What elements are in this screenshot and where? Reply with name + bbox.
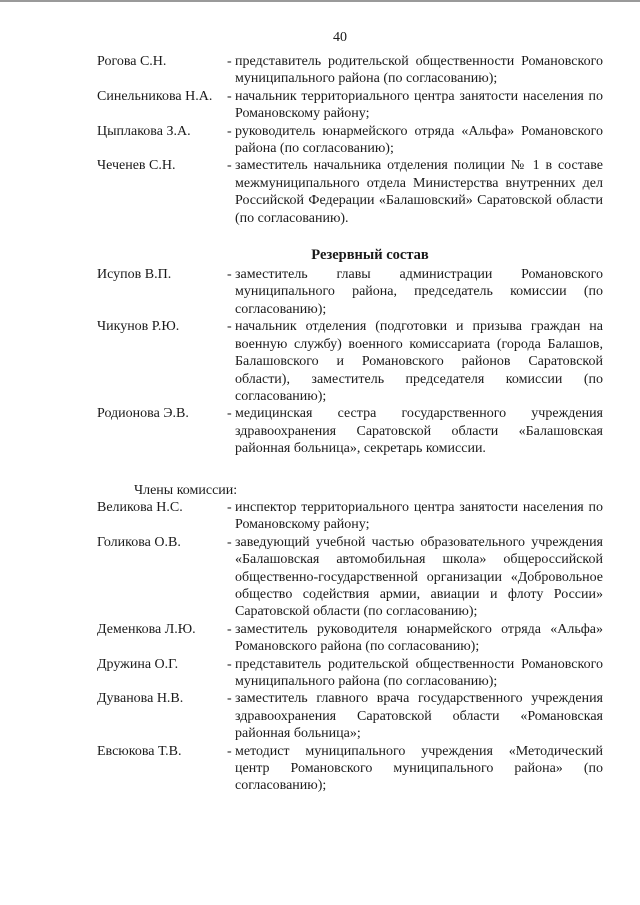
dash-separator: -: [227, 534, 232, 550]
person-entry: [97, 157, 603, 227]
dash-separator: -: [227, 499, 232, 515]
person-name: Евсюкова Т.В.: [97, 743, 182, 759]
person-role: заведующий учебной частью образовательного учреждения «Балашовская автомобильная школа» общероссийской общественно-государственной организации «Добровольное общество содействия армии, авиации и флоту России» Саратовской области (по согласованию);: [235, 534, 603, 620]
dash-separator: -: [227, 743, 232, 759]
dash-separator: -: [227, 158, 232, 174]
dash-separator: -: [227, 406, 232, 422]
person-name: Родионова Э.В.: [97, 406, 189, 422]
person-entry: [97, 656, 603, 691]
reserve-list: [97, 266, 603, 457]
person-entry: [97, 88, 603, 123]
dash-separator: -: [227, 267, 232, 283]
dash-separator: -: [227, 54, 232, 69]
person-entry: [97, 534, 603, 621]
reserve-section-title: Резервный состав: [311, 247, 429, 264]
person-name: Чеченев С.Н.: [97, 158, 176, 174]
dash-separator: -: [227, 319, 232, 335]
person-name: Дуванова Н.В.: [97, 691, 184, 707]
person-role: представитель родительской общественности Романовского муниципального района (по согласованию);: [235, 656, 603, 689]
person-role: начальник отделения (подготовки и призыва граждан на военную службу) военного комиссариата (города Балашов, Балашовского и Романовского районов Саратовской области), заместитель председателя комиссии (по согласованию);: [235, 319, 603, 404]
dash-separator: -: [227, 123, 232, 139]
scan-border: [0, 0, 640, 2]
person-role: заместитель руководителя юнармейского отряда «Альфа» Романовского района (по согласованию);: [235, 621, 603, 655]
person-entry: [97, 318, 603, 405]
person-role: методист муниципального учреждения «Методический центр Романовского муниципального района» (по согласованию);: [235, 743, 603, 794]
person-name: Чикунов Р.Ю.: [97, 319, 180, 335]
person-role: заместитель главного врача государственного учреждения здравоохранения Саратовской области «Романовская районная больница»;: [235, 691, 603, 742]
person-entry: [97, 266, 603, 318]
person-entry: [97, 53, 603, 88]
person-role: медицинская сестра государственного учреждения здравоохранения Саратовской области «Балашовская районная больница», секретарь комиссии.: [235, 406, 603, 457]
dash-separator: -: [227, 88, 232, 104]
person-role: начальник территориального центра занятости населения по Романовскому району;: [235, 88, 603, 122]
person-entry: [97, 499, 603, 534]
person-name: Деменкова Л.Ю.: [97, 621, 196, 637]
members-section-title: Члены комиссии:: [134, 482, 238, 498]
dash-separator: -: [227, 621, 232, 637]
person-role: представитель родительской общественности Романовского муниципального района (по согласованию);: [235, 54, 603, 87]
person-name: Голикова О.В.: [97, 534, 181, 550]
person-entry: [97, 405, 603, 457]
dash-separator: -: [227, 656, 232, 672]
person-name: Исупов В.П.: [97, 267, 172, 283]
person-entry: [97, 743, 603, 795]
person-entry: [97, 123, 603, 158]
dash-separator: -: [227, 691, 232, 707]
person-role: заместитель главы администрации Романовского муниципального района, председатель комиссии (по согласованию);: [235, 267, 603, 317]
person-name: Великова Н.С.: [97, 499, 183, 515]
page-number: 40: [333, 30, 347, 45]
person-role: инспектор территориального центра занятости населения по Романовскому району;: [235, 499, 603, 533]
members-list: [97, 499, 603, 795]
person-name: Синельникова Н.А.: [97, 88, 213, 104]
document-body: [97, 53, 603, 795]
person-entry: [97, 690, 603, 742]
person-role: руководитель юнармейского отряда «Альфа» Романовского района (по согласованию);: [235, 123, 603, 157]
person-name: Рогова С.Н.: [97, 54, 167, 69]
person-name: Дружина О.Г.: [97, 656, 179, 672]
person-name: Цыплакова З.А.: [97, 123, 191, 139]
person-entry: [97, 621, 603, 656]
person-role: заместитель начальника отделения полиции № 1 в составе межмуниципального отдела Министерства внутренних дел Российской Федерации «Балашовский» Саратовской области (по согласованию).: [235, 158, 603, 226]
main-list: [97, 53, 603, 227]
